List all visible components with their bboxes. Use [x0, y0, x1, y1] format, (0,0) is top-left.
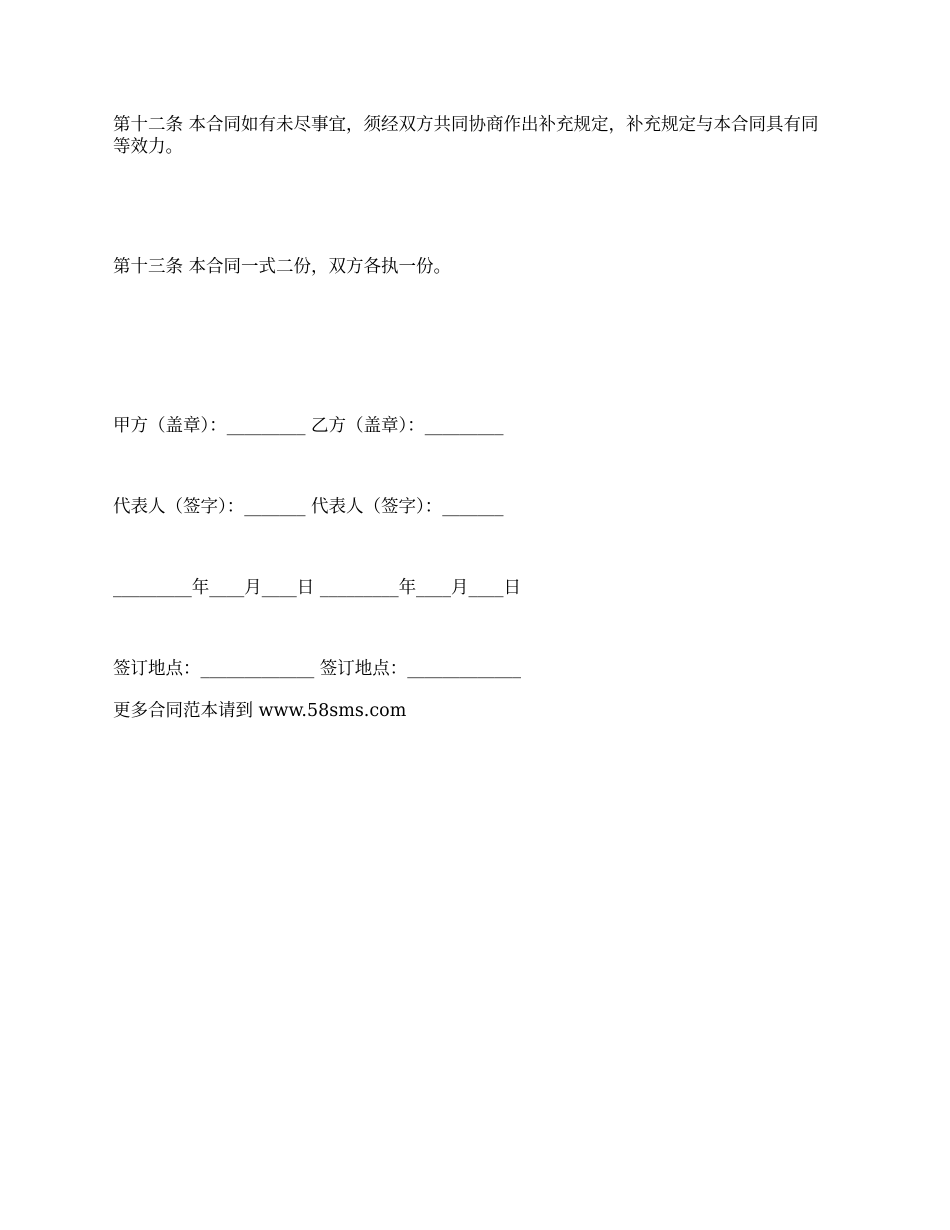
more-templates-link[interactable]: 更多合同范本请到 www.58sms.com: [113, 701, 407, 721]
clause-13-text: 第十三条 本合同一式二份，双方各执一份。: [113, 257, 452, 277]
signing-place-line: 签订地点：_____________ 签订地点：_____________: [113, 659, 522, 679]
clause-12-text: 第十二条 本合同如有未尽事宜，须经双方共同协商作出补充规定，补充规定与本合同具有同等效力。: [113, 115, 819, 157]
seal-signature-line: 甲方（盖章）：_________ 乙方（盖章）：_________: [113, 416, 504, 436]
representative-signature-line: 代表人（签字）：_______ 代表人（签字）：_______: [113, 497, 504, 517]
date-line: _________年____月____日 _________年____月____日: [113, 578, 522, 598]
